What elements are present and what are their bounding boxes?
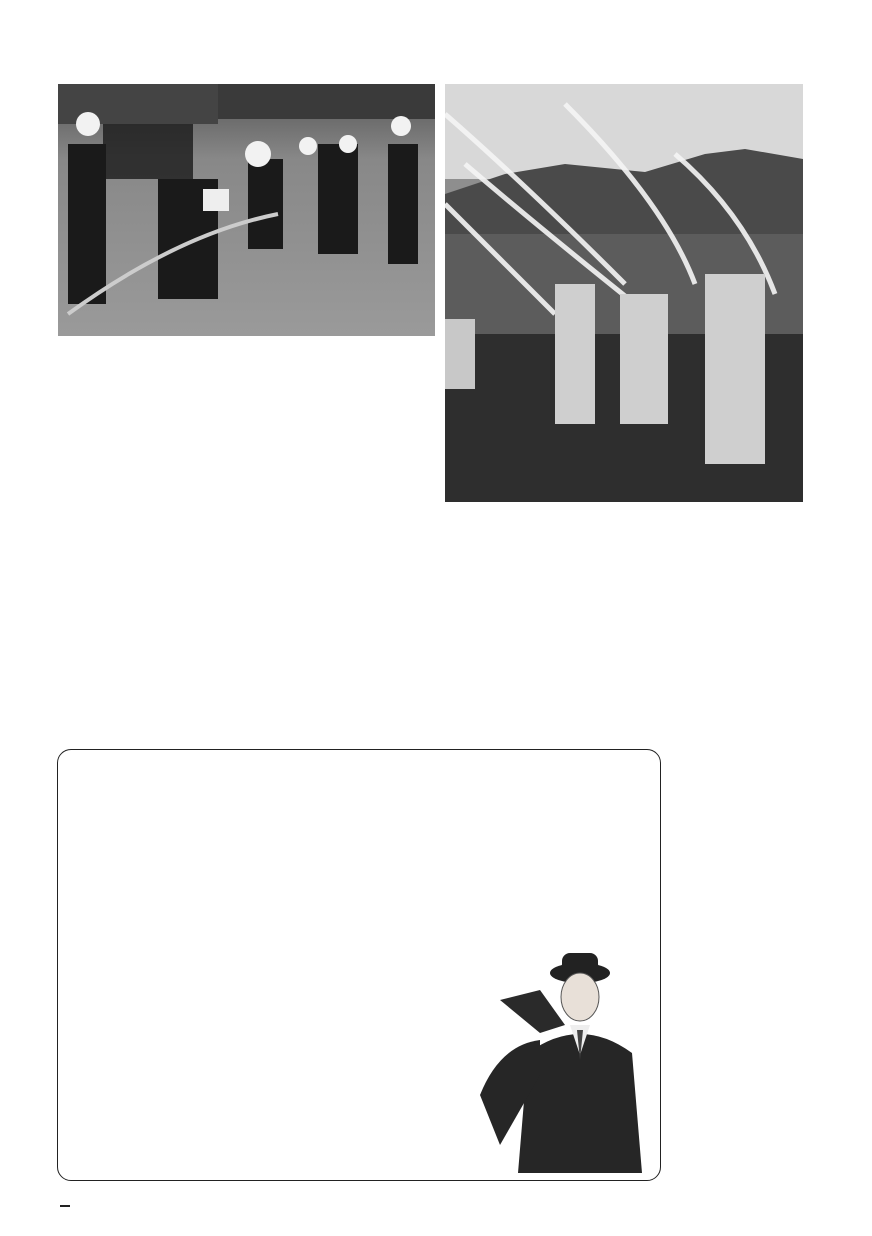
water-spray-photo <box>445 84 803 502</box>
page-footer <box>60 1196 74 1210</box>
award-list-continued <box>664 758 804 1178</box>
recruit-details <box>78 757 473 1167</box>
female-firefighter-photo <box>470 945 655 1173</box>
award-list <box>140 536 804 726</box>
page-number <box>60 1205 70 1207</box>
drill-photo <box>58 84 435 336</box>
